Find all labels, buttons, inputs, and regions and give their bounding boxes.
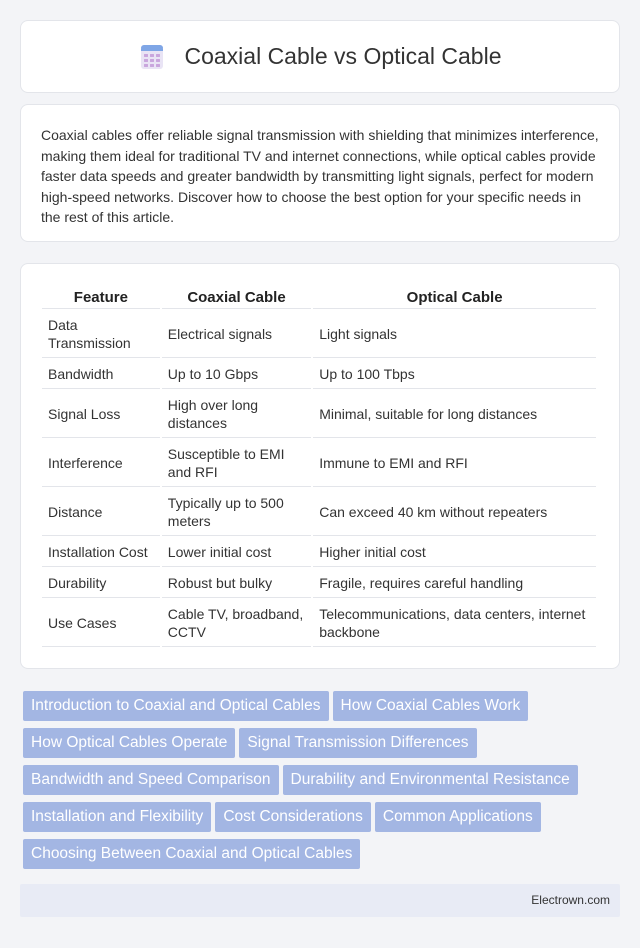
table-row	[42, 600, 596, 647]
tag-bandwidth-speed[interactable]: Bandwidth and Speed Comparison	[23, 765, 279, 795]
table-cell: Immune to EMI and RFI	[313, 440, 596, 487]
tag-installation[interactable]: Installation and Flexibility	[23, 802, 211, 832]
table-cell: Telecommunications, data centers, internet backbone	[313, 600, 596, 647]
tag-introduction[interactable]: Introduction to Coaxial and Optical Cables	[23, 691, 329, 721]
table-cell: Fragile, requires careful handling	[313, 569, 596, 598]
table-cell: Bandwidth	[42, 360, 160, 389]
table-cell: Minimal, suitable for long distances	[313, 391, 596, 438]
table-cell: Data Transmission	[42, 311, 160, 358]
tag-how-optical-cables-operate[interactable]: How Optical Cables Operate	[23, 728, 235, 758]
table-cell: Higher initial cost	[313, 538, 596, 567]
table-cell: Light signals	[313, 311, 596, 358]
tag-applications[interactable]: Common Applications	[375, 802, 541, 832]
table-cell: Can exceed 40 km without repeaters	[313, 489, 596, 536]
comparison-table-card	[20, 263, 620, 669]
comparison-table	[40, 284, 598, 649]
spreadsheet-icon	[138, 43, 166, 71]
table-row	[42, 440, 596, 487]
table-row	[42, 538, 596, 567]
table-cell: Up to 100 Tbps	[313, 360, 596, 389]
table-cell: Installation Cost	[42, 538, 160, 567]
tag-signal-transmission[interactable]: Signal Transmission Differences	[239, 728, 476, 758]
tag-cost[interactable]: Cost Considerations	[215, 802, 371, 832]
column-header-optical: Optical Cable	[313, 286, 596, 309]
table-cell: Cable TV, broadband, CCTV	[162, 600, 311, 647]
table-cell: Durability	[42, 569, 160, 598]
table-row	[42, 391, 596, 438]
tag-choosing[interactable]: Choosing Between Coaxial and Optical Cables	[23, 839, 360, 869]
table-cell: Typically up to 500 meters	[162, 489, 311, 536]
column-header-feature: Feature	[42, 286, 160, 309]
table-cell: Electrical signals	[162, 311, 311, 358]
column-header-coaxial: Coaxial Cable	[162, 286, 311, 309]
table-cell: Susceptible to EMI and RFI	[162, 440, 311, 487]
table-row	[42, 311, 596, 358]
table-row	[42, 360, 596, 389]
table-cell: Lower initial cost	[162, 538, 311, 567]
table-cell: Robust but bulky	[162, 569, 311, 598]
table-cell: Interference	[42, 440, 160, 487]
intro-text: Coaxial cables offer reliable signal transmission with shielding that minimizes interference, making them ideal for traditional TV and internet connections, while optical cables provide faster data speeds and greater bandwidth by transmitting light signals, perfect for modern high-speed networks. Discover how to choose the best option for your specific needs in the rest of this article.	[41, 127, 599, 225]
tag-durability[interactable]: Durability and Environmental Resistance	[283, 765, 578, 795]
table-cell: Signal Loss	[42, 391, 160, 438]
table-cell: Use Cases	[42, 600, 160, 647]
title-card	[20, 20, 620, 93]
topic-tags	[23, 691, 623, 876]
tag-how-coaxial-cables-work[interactable]: How Coaxial Cables Work	[333, 691, 529, 721]
table-cell: Distance	[42, 489, 160, 536]
table-cell: Up to 10 Gbps	[162, 360, 311, 389]
page-title: Coaxial Cable vs Optical Cable	[184, 43, 502, 69]
footer	[20, 884, 620, 917]
table-cell: High over long distances	[162, 391, 311, 438]
table-row	[42, 489, 596, 536]
table-row	[42, 569, 596, 598]
footer-site-name[interactable]: Electrown.com	[531, 893, 610, 907]
intro-card	[20, 104, 620, 242]
